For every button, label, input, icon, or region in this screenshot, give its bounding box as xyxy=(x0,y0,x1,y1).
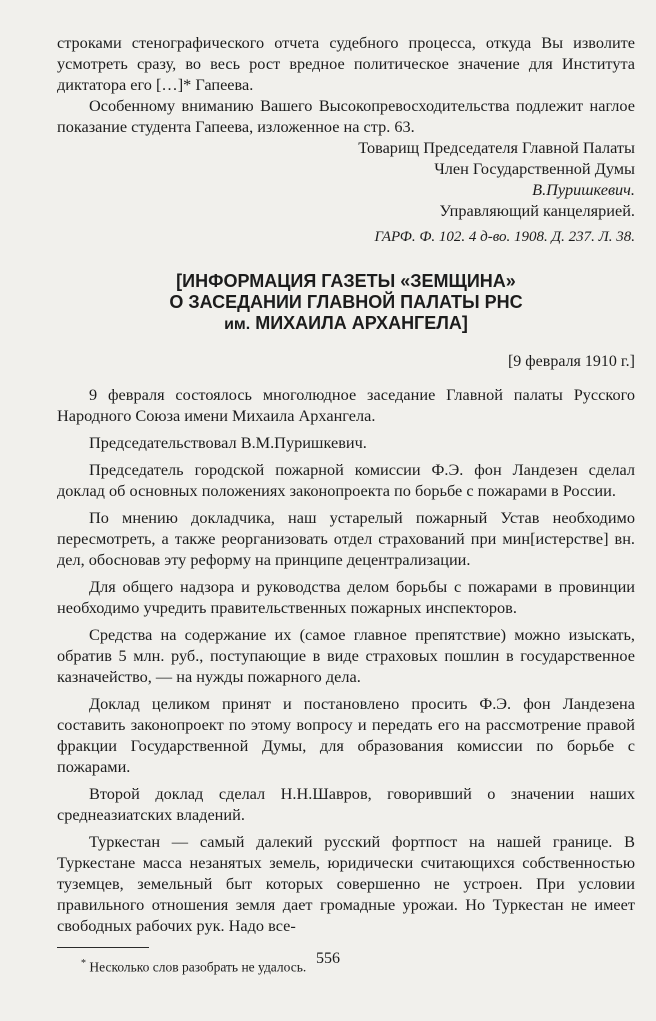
body-paragraph: Председательствовал В.М.Пуришкевич. xyxy=(89,433,367,452)
intro-paragraph-2: Особенному вниманию Вашего Высокопревосходительства подлежит наглое показание студента Гапеева, изложенное на стр. 63. xyxy=(57,96,635,136)
signature-block xyxy=(57,137,635,221)
page-number: 556 xyxy=(316,950,340,967)
body-paragraph: Для общего надзора и руководства делом борьбы с пожарами в провинции необходимо учредить правительственных пожарных инспекторов. xyxy=(57,577,635,617)
heading-line-3 xyxy=(57,313,635,335)
signature-chancellery: Управляющий канцелярией. xyxy=(439,201,635,220)
signature-title: Товарищ Председателя Главной Палаты xyxy=(358,138,635,157)
body-paragraph: Председатель городской пожарной комиссии Ф.Э. фон Ландезен сделал доклад об основных положениях законопроекта по борьбе с пожарами в России. xyxy=(57,460,635,500)
heading-line-3-prefix: им. xyxy=(224,316,251,333)
footnote-divider xyxy=(57,947,149,948)
document-date: [9 февраля 1910 г.] xyxy=(507,353,635,370)
archive-reference: ГАРФ. Ф. 102. 4 д-во. 1908. Д. 237. Л. 38. xyxy=(374,229,635,245)
body-paragraph: Средства на содержание их (самое главное препятствие) можно изыскать, обратив 5 млн. руб., поступающие в виде страховых пошлин в государственное казначейство, — на нужды пожарного дела. xyxy=(57,625,635,686)
body-paragraph: Доклад целиком принят и постановлено просить Ф.Э. фон Ландезена составить законопроект по этому вопросу и передать его на рассмотрение правой фракции Государственной Думы, для образования комиссии по борьбе с пожарами. xyxy=(57,694,635,776)
signature-member: Член Государственной Думы xyxy=(434,159,635,178)
page-content xyxy=(57,32,635,977)
body-paragraph: Второй доклад сделал Н.Н.Шавров, говоривший о значении наших среднеазиатских владений. xyxy=(57,784,635,824)
body-paragraph: Туркестан — самый далекий русский фортпост на нашей границе. В Туркестане масса незанятых земель, юридически считающихся собственностью туземцев, земельный быт которых совершенно не устроен. При условии правильного отношения земля дает громадные урожаи. Но Туркестан не имеет свободных рабочих рук. Надо все- xyxy=(57,832,635,935)
body-paragraph: По мнению докладчика, наш устарелый пожарный Устав необходимо пересмотреть, а также реорганизовать отдел страхований при мин[истерстве] вн. дел, обосновав эту реформу на принципе децентрализации. xyxy=(57,508,635,569)
body-paragraph: 9 февраля состоялось многолюдное заседание Главной палаты Русского Народного Союза имени Михаила Архангела. xyxy=(57,385,635,425)
signature-name: В.Пуришкевич. xyxy=(532,180,635,199)
heading-line-3-rest: МИХАИЛА АРХАНГЕЛА] xyxy=(255,313,468,333)
section-heading xyxy=(57,271,635,335)
footnote-mark: * xyxy=(81,958,86,969)
heading-line-2: О ЗАСЕДАНИИ ГЛАВНОЙ ПАЛАТЫ РНС xyxy=(169,292,523,312)
footnote-text: Несколько слов разобрать не удалось. xyxy=(89,959,307,975)
heading-line-1: [ИНФОРМАЦИЯ ГАЗЕТЫ «ЗЕМЩИНА» xyxy=(176,271,516,291)
intro-paragraph-1: строками стенографического отчета судебного процесса, откуда Вы изволите усмотреть сразу, во весь рост вредное политическое значение для Института диктатора его […]* Гапеева. xyxy=(57,33,635,94)
